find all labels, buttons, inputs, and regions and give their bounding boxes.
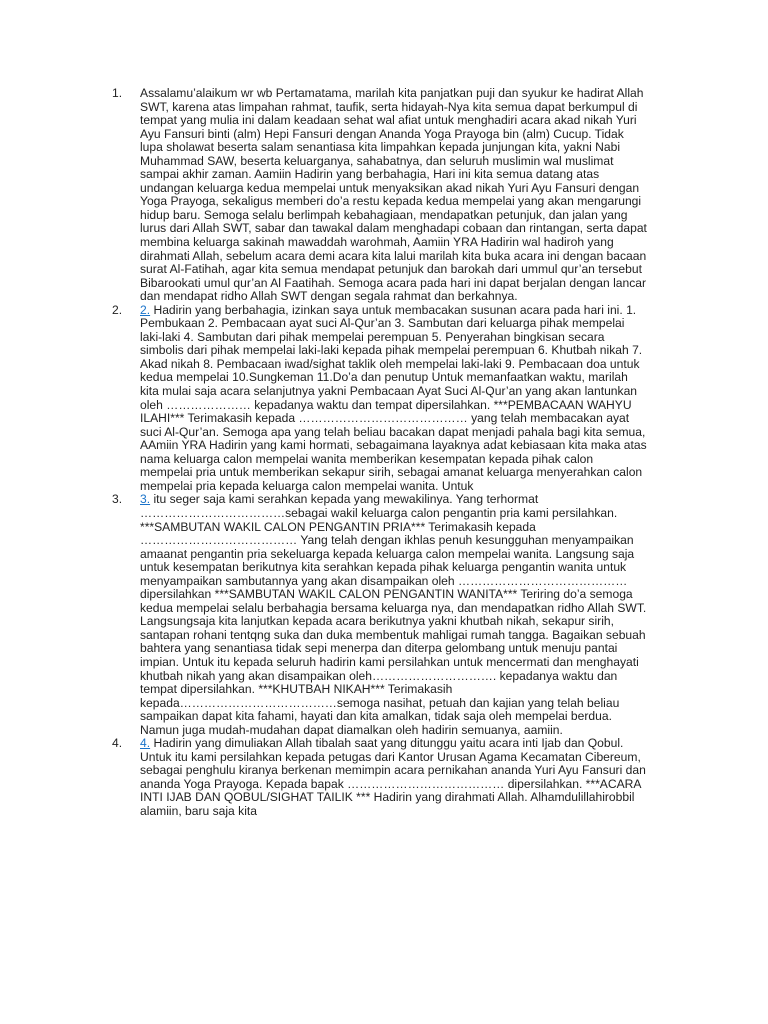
item-number: 1.	[112, 86, 123, 100]
footnote-link[interactable]: 4.	[140, 736, 151, 751]
list-item	[112, 737, 648, 818]
paragraph-text: itu seger saja kami serahkan kepada yang mewakilinya. Yang terhormat ………………………………sebagai wakil keluarga calon pengantin pria kami persilahkan. ***SAMBUTAN WAKIL CALON PENGANTIN PRIA*** Terimakasih kepada ………………………………… Yang telah dengan ikhlas penuh kesungguhan menyampaikan amaanat pengantin pria sekeluarga kepada keluarga calon mempelai wanita. Langsung saja untuk kesempatan berikutnya kita serahkan kepada pihak keluarga pengantin wanita untuk menyampaikan sambutannya yang akan disampaikan oleh …………………………………… dipersilahkan ***SAMBUTAN WAKIL CALON PENGANTIN WANITA*** Teriring do’a semoga kedua mempelai selalu berbahagia bersama keluarga nya, dan mendapatkan ridho Allah SWT. Langsungsaja kita lanjutkan kepada acara berikutnya yakni khutbah nikah, sekapur sirih, santapan rohani tentqng suka dan duka membentuk mahligai rumah tangga. Bagaikan sebuah bahtera yang senantiasa tidak sepi menerpa dan diterpa gelombang untuk menuju pantai impian. Untuk itu kepada seluruh hadirin kami persilahkan untuk mencermati dan menghayati khutbah nikah yang akan disampaikan oleh…………………………. kepadanya waktu dan tempat dipersilahkan. ***KHUTBAH NIKAH*** Terimakasih kepada…………………………………semoga nasihat, petuah dan kajian yang telah beliau sampaikan dapat kita fahami, hayati dan kita amalkan, tidak saja oleh mempelai berdua. Namun juga mudah-mudahan dapat diamalkan oleh hadirin semuanya, aamiin.	[140, 492, 647, 737]
numbered-list	[112, 87, 648, 819]
item-number: 2.	[112, 302, 123, 317]
footnote-link[interactable]: 2.	[140, 302, 151, 317]
item-number: 3.	[112, 492, 123, 507]
paragraph-text: Assalamu’alaikum wr wb Pertamatama, marilah kita panjatkan puji dan syukur ke hadirat Allah SWT, karena atas limpahan rahmat, taufik, serta hidayah-Nya kita semua dapat berkumpul di tempat yang mulia ini dalam keadaan sehat wal afiat untuk menghadiri acara akad nikah Yuri Ayu Fansuri binti (alm) Hepi Fansuri dengan Ananda Yoga Prayoga bin (alm) Cucup. Tidak lupa sholawat beserta salam senantiasa kita limpahkan kepada junjungan kita, yakni Nabi Muhammad SAW, beserta keluarganya, sahabatnya, dan seluruh muslimin wal muslimat sampai akhir zaman. Aamiin Hadirin yang berbahagia, Hari ini kita semua datang atas undangan keluarga kedua mempelai untuk menyaksikan akad nikah Yuri Ayu Fansuri dengan Yoga Prayoga, sekaligus memberi do’a restu kepada kedua mempelai yang akan mengarungi hidup baru. Semoga selalu berlimpah kebahagiaan, mendapatkan petunjuk, dan jalan yang lurus dari Allah SWT, sabar dan tawakal dalam menghadapi cobaan dan rintangan, serta dapat membina keluarga sakinah mawaddah warohmah, Aamiin YRA Hadirin wal hadiroh yang dirahmati Allah, sebelum acara demi acara kita lalui marilah kita buka acara ini dengan bacaan surat Al-Fatihah, agar kita semua mendapat petunjuk dan barokah dari ummul qur’an tersebut Bibarookati umul qur’an Al Faatihah. Semoga acara pada hari ini dapat berjalan dengan lancar dan mendapat ridho Allah SWT dengan segala rahmat dan berkahnya.	[140, 86, 647, 304]
item-text	[140, 737, 648, 818]
paragraph-text: Hadirin yang dimuliakan Allah tibalah saat yang ditunggu yaitu acara inti Ijab dan Qobul. Untuk itu kami persilahkan kepada petugas dari Kantor Urusan Agama Kecamatan Cibereum, sebagai penghulu kiranya berkenan memimpin acara pernikahan ananda Yuri Ayu Fansuri dan ananda Yoga Prayoga. Kepada bapak ………………………………… dipersilahkan. ***ACARA INTI IJAB DAN QOBUL/SIGHAT TAILIK *** Hadirin yang dirahmati Allah. Alhamdulillahirobbil alamiin, baru saja kita	[140, 736, 646, 818]
paragraph-text: Hadirin yang berbahagia, izinkan saya untuk membacakan susunan acara pada hari ini. 1. Pembukaan 2. Pembacaan ayat suci Al-Qur’an 3. Sambutan dari keluarga pihak mempelai laki-laki 4. Sambutan dari pihak mempelai perempuan 5. Penyerahan bingkisan secara simbolis dari pihak mempelai laki-laki kepada pihak mempelai perempuan 6. Khutbah nikah 7. Akad nikah 8. Pembacaan iwad/sighat taklik oleh mempelai laki-laki 9. Pembacaan doa untuk kedua mempelai 10.Sungkeman 11.Do’a dan penutup Untuk memanfaatkan waktu, marilah kita mulai saja acara selanjutnya yakni Pembacaan Ayat Suci Al-Qur’an yang akan lantunkan oleh ………………… kepadanya waktu dan tempat dipersilahkan. ***PEMBACAAN WAHYU ILAHI*** Terimakasih kepada …………………………………… yang telah membacakan ayat suci Al-Qur’an. Semoga apa yang telah beliau bacakan dapat menjadi pahala bagi kita semua, AAmiin YRA Hadirin yang kami hormati, sebagaimana layaknya adat kebiasaan kita maka atas nama keluarga calon mempelai wanita memberikan kesempatan kepada pihak calon mempelai pria untuk memberikan sekapur sirih, sebagai amanat keluarga menyerahkan calon mempelai pria kepada keluarga calon mempelai wanita. Untuk	[140, 302, 647, 493]
item-text	[140, 87, 648, 304]
item-text	[140, 493, 648, 737]
list-item	[112, 493, 648, 737]
item-number: 4.	[112, 736, 123, 751]
list-item	[112, 87, 648, 304]
footnote-link[interactable]: 3.	[140, 492, 151, 507]
list-item	[112, 304, 648, 494]
item-text	[140, 304, 648, 494]
